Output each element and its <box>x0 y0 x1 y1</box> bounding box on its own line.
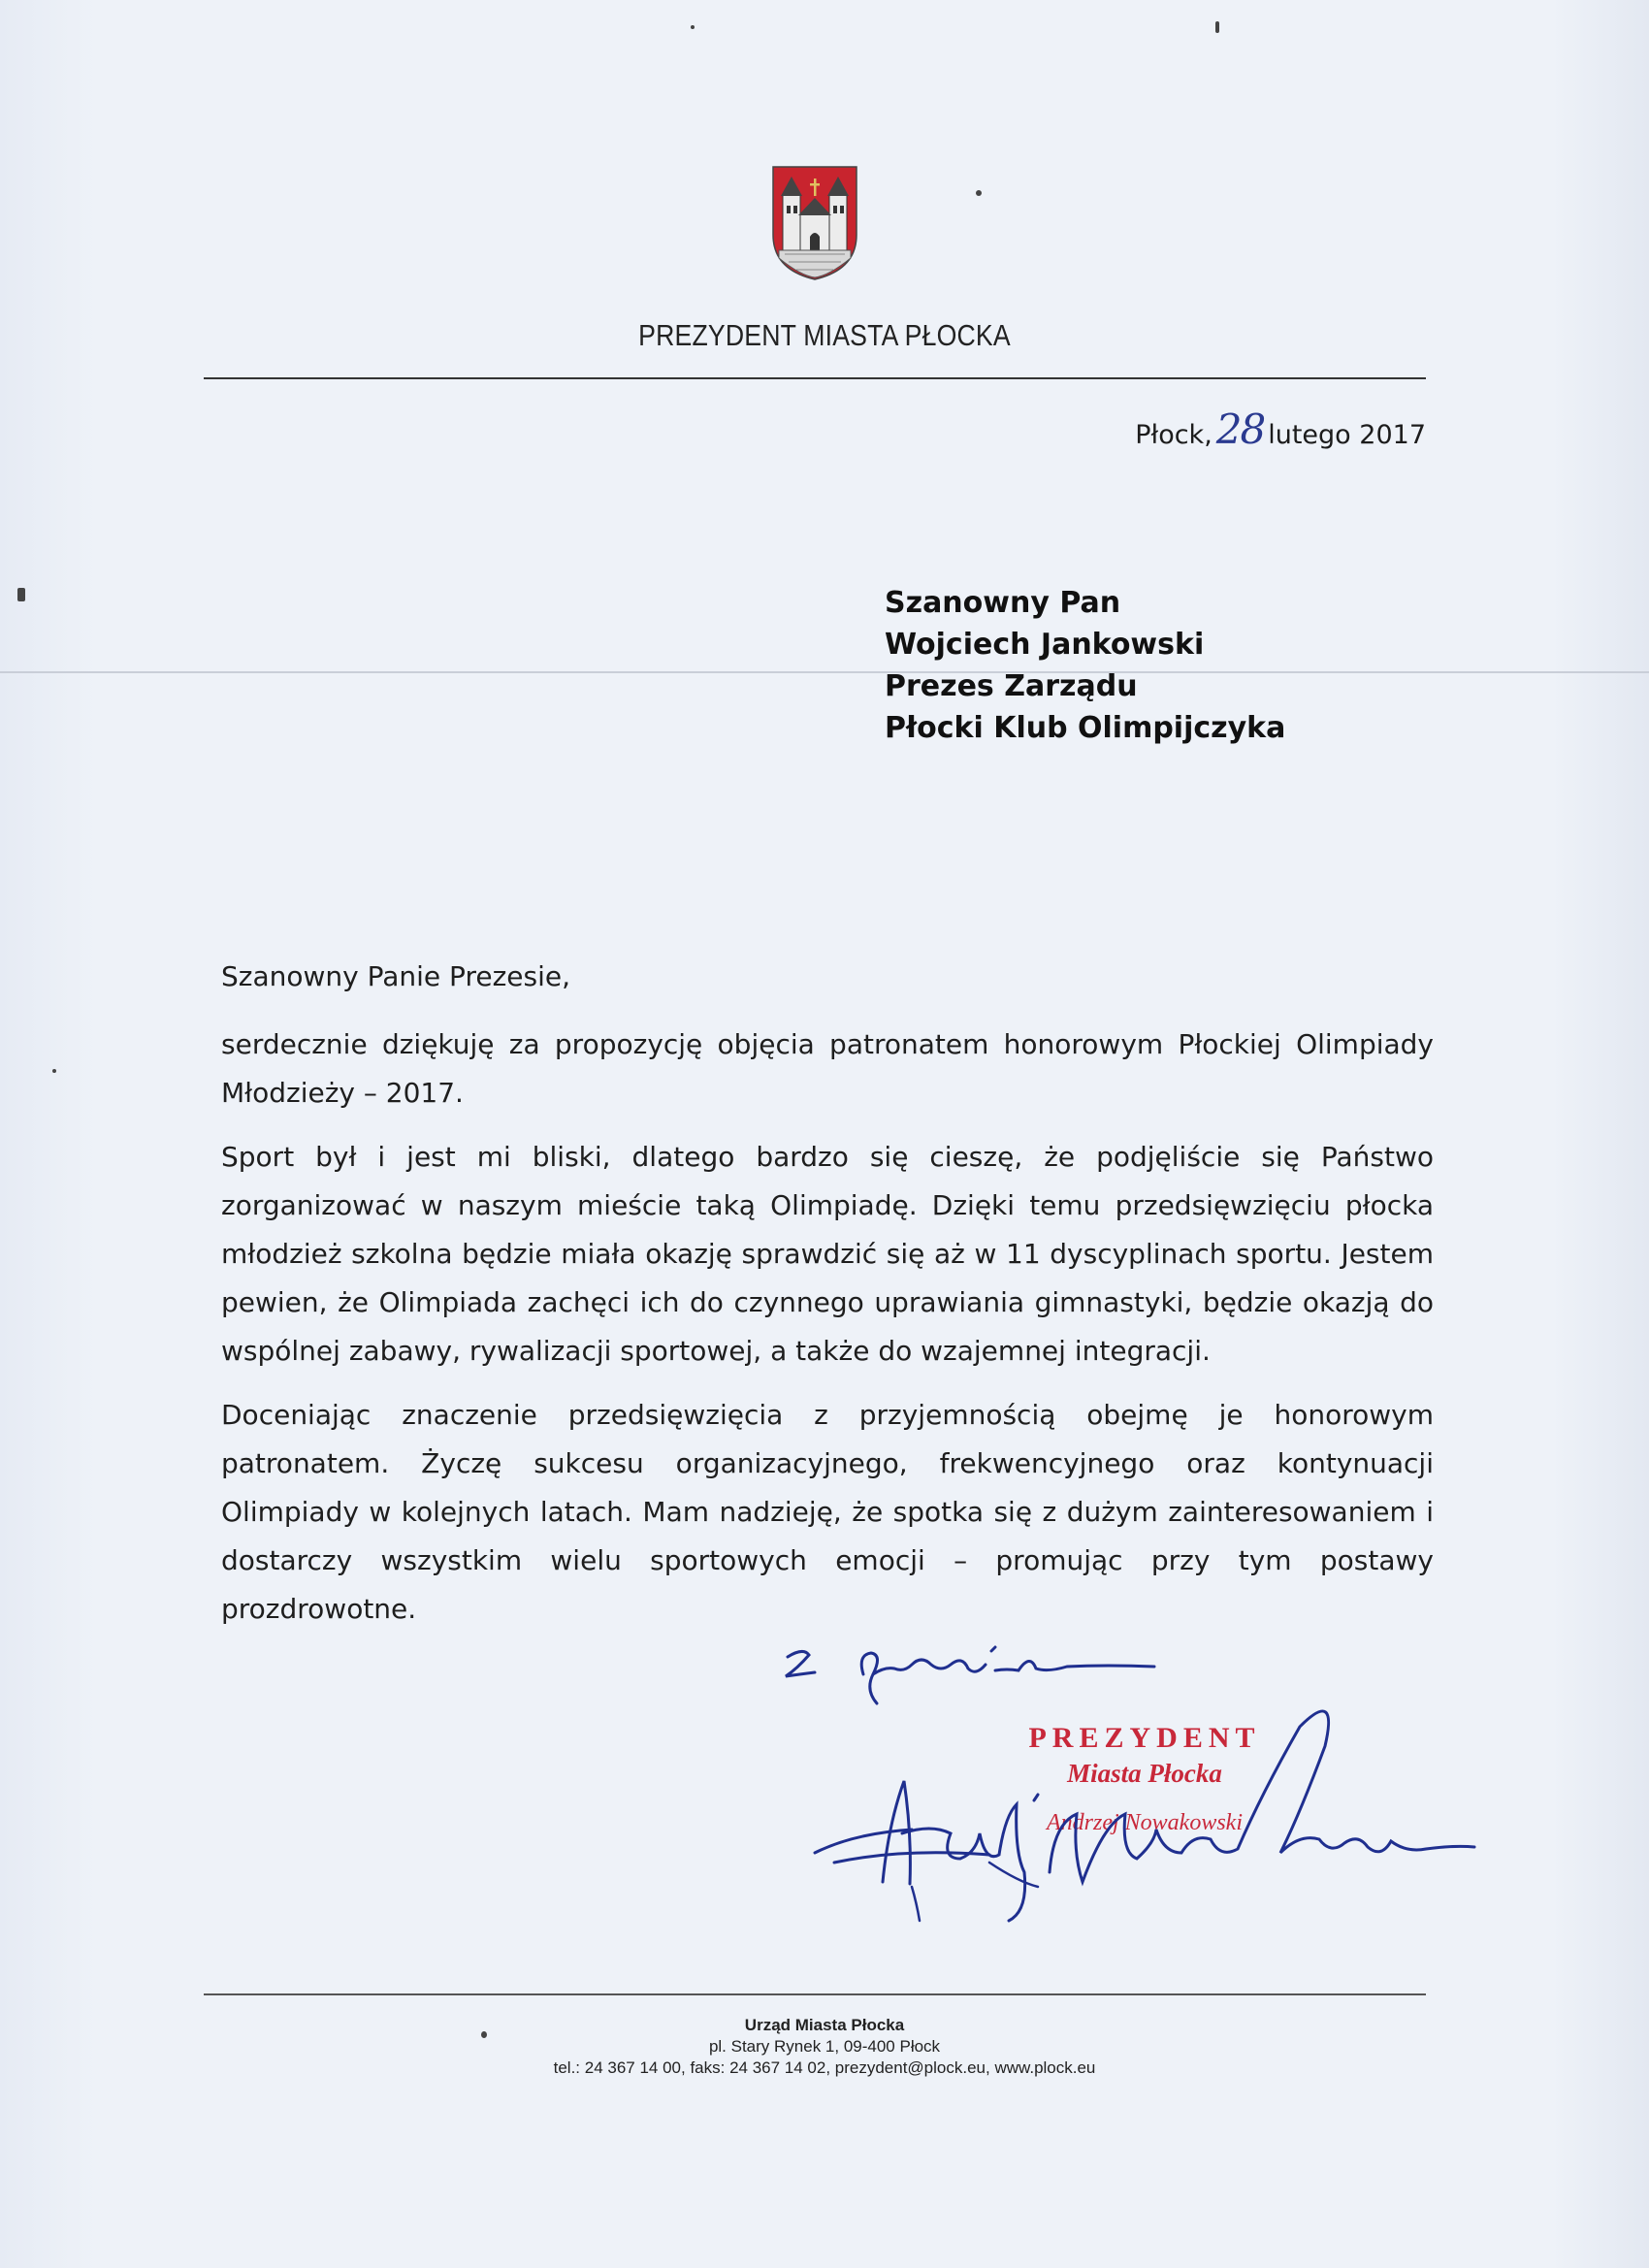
stamp-title: PREZYDENT <box>1028 1722 1261 1754</box>
stamp-city: Miasta Płocka <box>1067 1759 1222 1788</box>
body-paragraph: serdecznie dziękuję za propozycję objęcia patronatem honorowym Płockiej Olimpiady Młodzieży – 2017. <box>221 1028 1434 1109</box>
footer-organization: Urząd Miasta Płocka <box>744 2016 905 2034</box>
footer-address: pl. Stary Rynek 1, 09-400 Płock <box>708 2037 941 2056</box>
dust-speck <box>1215 21 1219 33</box>
dust-speck <box>52 1069 56 1073</box>
letter-footer <box>0 2016 1649 2078</box>
letter-date <box>1135 405 1426 453</box>
recipient-line: Płocki Klub Olimpijczyka <box>885 711 1286 745</box>
date-day-handwritten: 28 <box>1215 405 1265 453</box>
salutation: Szanowny Panie Prezesie, <box>221 960 570 992</box>
date-month-year: lutego 2017 <box>1268 420 1426 450</box>
dust-speck <box>691 25 695 29</box>
footer-contact: tel.: 24 367 14 00, faks: 24 367 14 02, prezydent@plock.eu, www.plock.eu <box>553 2058 1096 2077</box>
recipient-line: Wojciech Jankowski <box>885 628 1205 662</box>
letter-body <box>221 953 1434 1649</box>
paper-fold-line <box>0 671 1649 673</box>
date-place: Płock, <box>1135 420 1212 450</box>
dust-speck <box>17 588 25 601</box>
recipient-line: Szanowny Pan <box>885 586 1121 620</box>
body-paragraph: Sport był i jest mi bliski, dlatego bardzo się cieszę, że podjęliście się Państwo zorganizować w naszym mieście taką Olimpiadę. Dzięki temu przedsięwzięciu płocka młodzież szkolna będzie miała okazję sprawdzić się aż w 11 dyscyplinach sportu. Jestem pewien, że Olimpiada zachęci ich do czynnego uprawiania gimnastyki, będzie okazją do wspólnej zabawy, rywalizacji sportowej, a także do wzajemnej integracji. <box>221 1141 1434 1367</box>
recipient-line: Prezes Zarządu <box>885 669 1138 703</box>
footer-rule <box>204 1993 1426 1995</box>
coat-of-arms-icon <box>771 165 858 281</box>
body-paragraph: Doceniając znaczenie przedsięwzięcia z przyjemnością obejmę je honorowym patronatem. Życzę sukcesu organizacyjnego, frekwencyjnego oraz kontynuacji Olimpiady w kolejnych latach. Mam nadzieję, że spotka się z dużym zainteresowaniem i dostarczy wszystkim wielu sportowych emocji – promując przy tym postawy prozdrowotne. <box>221 1399 1434 1625</box>
handwritten-signature <box>795 1688 1513 1940</box>
stamp-name: Andrzej Nowakowski <box>1047 1810 1243 1835</box>
dust-speck <box>976 190 982 196</box>
letterhead-title: PREZYDENT MIASTA PŁOCKA <box>638 318 1011 352</box>
recipient-block <box>885 582 1285 749</box>
header-rule <box>204 377 1426 379</box>
